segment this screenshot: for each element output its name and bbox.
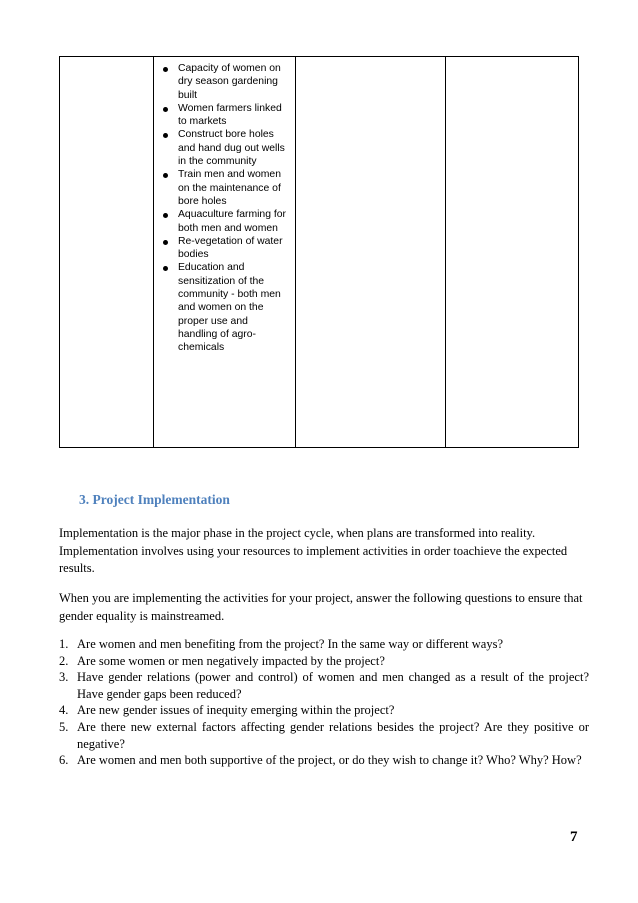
list-item: 2. Are some women or men negatively impacted by the project? bbox=[59, 653, 385, 668]
list-item: 3. Have gender relations (power and control) of women and men changed as a result of the project? Have gender gaps been reduced? bbox=[59, 670, 589, 701]
list-item: Train men and women on the maintenance of bore holes bbox=[160, 168, 288, 208]
bullet-icon bbox=[163, 67, 168, 72]
table-cell-empty-3 bbox=[446, 57, 578, 447]
question-list bbox=[59, 636, 589, 769]
list-item: Construct bore holes and hand dug out wells in the community bbox=[160, 128, 288, 168]
bullet-icon bbox=[163, 173, 168, 178]
list-item: Capacity of women on dry season gardening built bbox=[160, 62, 288, 102]
page-number: 7 bbox=[570, 829, 578, 845]
list-item: 5. Are there new external factors affecting gender relations besides the project? Are they positive or negative? bbox=[59, 719, 589, 751]
bullet-icon bbox=[163, 266, 168, 271]
list-item: Education and sensitization of the community - both men and women on the proper use and handling of agro-chemicals bbox=[160, 261, 288, 354]
table-cell-empty-1 bbox=[60, 57, 154, 447]
bullet-icon bbox=[163, 213, 168, 218]
paragraph-intro: Implementation is the major phase in the project cycle, when plans are transformed into reality. Implementation involves using your resources to implement activities in order toachieve the expected results. bbox=[59, 526, 568, 575]
list-item: 1. Are women and men benefiting from the project? In the same way or different ways? bbox=[59, 637, 504, 651]
paragraph-instructions: When you are implementing the activities for your project, answer the following questions to ensure that gender equality is mainstreamed. bbox=[59, 591, 583, 623]
list-item: 4. Are new gender issues of inequity emerging within the project? bbox=[59, 703, 395, 718]
table-cell-empty-2 bbox=[296, 57, 446, 447]
list-item: Women farmers linked to markets bbox=[160, 102, 288, 129]
list-item: 6. Are women and men both supportive of the project, or do they wish to change it? Who? Why? How? bbox=[59, 753, 582, 768]
bullet-icon bbox=[163, 107, 168, 112]
bullet-icon bbox=[163, 240, 168, 245]
section-heading: 3. Project Implementation bbox=[79, 492, 230, 507]
activities-table bbox=[59, 56, 579, 448]
bullet-icon bbox=[163, 133, 168, 138]
list-item: Aquaculture farming for both men and women bbox=[160, 208, 288, 235]
activity-bullet-list bbox=[160, 62, 288, 355]
list-item: Re-vegetation of water bodies bbox=[160, 235, 288, 262]
